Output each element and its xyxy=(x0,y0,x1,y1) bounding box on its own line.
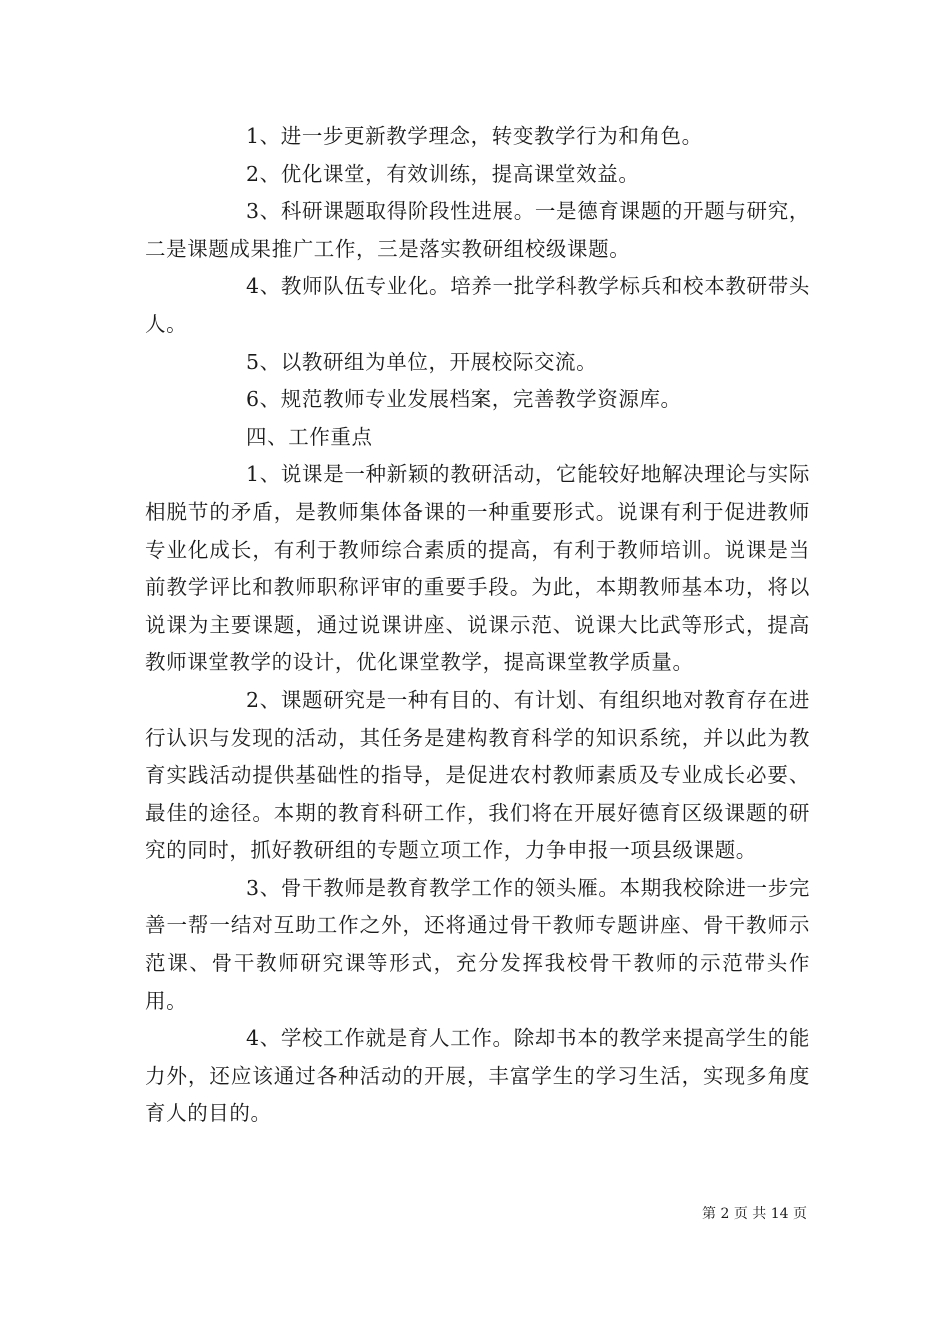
paragraph-goal-4: 4、教师队伍专业化。培养一批学科教学标兵和校本教研带头人。 xyxy=(145,274,810,336)
paragraph-focus-1: 1、说课是一种新颖的教研活动，它能较好地解决理论与实际相脱节的矛盾，是教师集体备课的一种重要形式。说课有利于促进教师专业化成长，有利于教师综合素质的提高，有利于教师培训。说课是当前教学评比和教师职称评审的重要手段。为此，本期教师基本功，将以说课为主要课题，通过说课讲座、说课示范、说课大比武等形式，提高教师课堂教学的设计，优化课堂教学，提高课堂教学质量。 xyxy=(145,462,810,675)
paragraph-goal-2: 2、优化课堂，有效训练，提高课堂效益。 xyxy=(246,161,640,186)
paragraph-focus-3: 3、骨干教师是教育教学工作的领头雁。本期我校除进一步完善一帮一结对互助工作之外，还将通过骨干教师专题讲座、骨干教师示范课、骨干教师研究课等形式，充分发挥我校骨干教师的示范带头作用。 xyxy=(145,875,810,1013)
document-body xyxy=(145,118,810,1133)
paragraph-focus-4: 4、学校工作就是育人工作。除却书本的教学来提高学生的能力外，还应该通过各种活动的开展，丰富学生的学习生活，实现多角度育人的目的。 xyxy=(145,1026,810,1126)
paragraph-goal-3: 3、科研课题取得阶段性进展。一是德育课题的开题与研究，二是课题成果推广工作，三是落实教研组校级课题。 xyxy=(145,199,810,261)
paragraph-goal-6: 6、规范教师专业发展档案，完善教学资源库。 xyxy=(246,387,682,412)
paragraph-goal-1: 1、进一步更新教学理念，转变教学行为和角色。 xyxy=(246,124,703,148)
section-heading-work-focus: 四、工作重点 xyxy=(246,424,373,449)
paragraph-focus-2: 2、课题研究是一种有目的、有计划、有组织地对教育存在进行认识与发现的活动，其任务是建构教育科学的知识系统，并以此为教育实践活动提供基础性的指导，是促进农村教师素质及专业成长必要、最佳的途径。本期的教育科研工作，我们将在开展好德育区级课题的研究的同时，抓好教研组的专题立项工作，力争申报一项县级课题。 xyxy=(145,687,810,863)
paragraph-goal-5: 5、以教研组为单位，开展校际交流。 xyxy=(246,349,598,374)
page-number-footer: 第 2 页 共 14 页 xyxy=(702,1206,807,1222)
